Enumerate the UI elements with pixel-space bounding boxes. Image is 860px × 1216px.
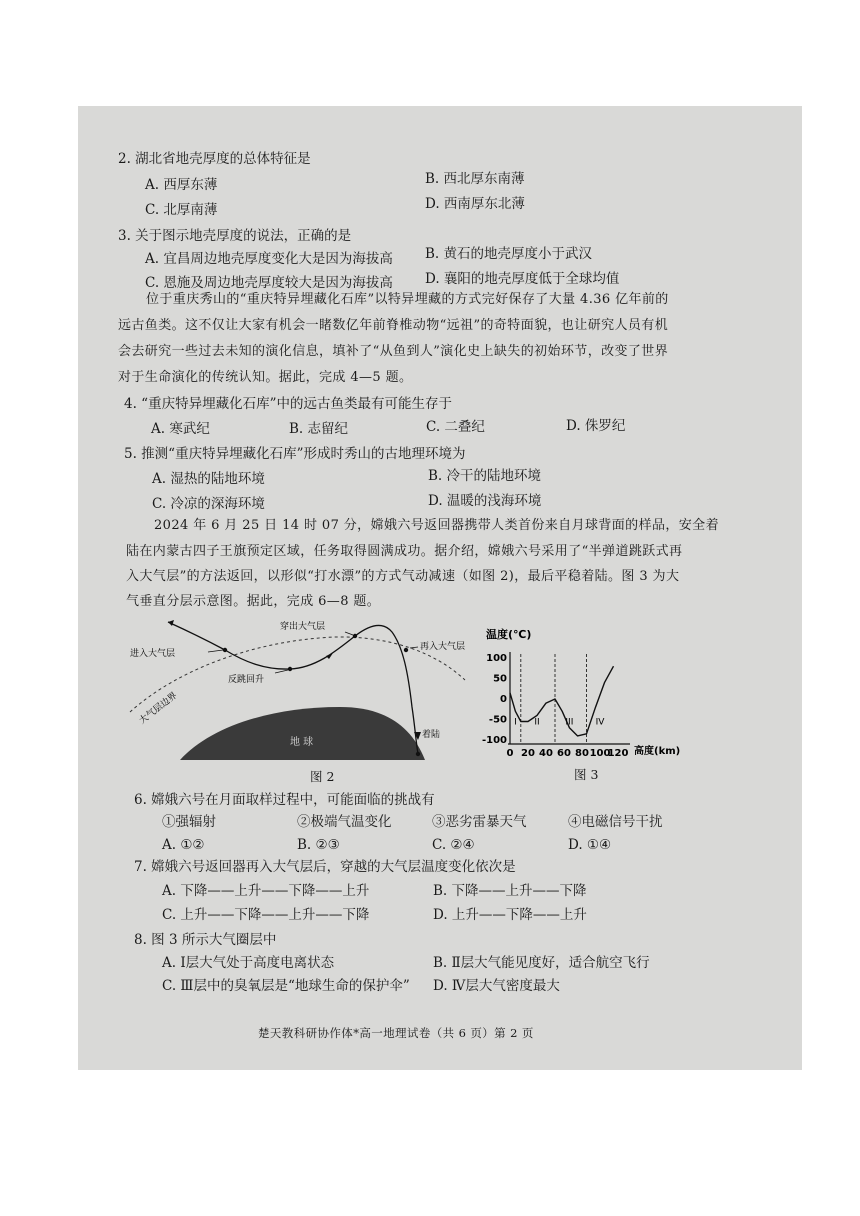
q6-item-4: ④电磁信号干扰 [568, 814, 663, 830]
figure-3-chart [480, 622, 700, 762]
passage1-line: 远古鱼类。这不仅让大家有机会一睹数亿年前脊椎动物“远祖”的奇特面貌，也让研究人员有机 [118, 318, 669, 333]
q6-option-a: A. ①② [162, 837, 205, 853]
x-tick-label: 60 [557, 748, 571, 759]
q8-option-a: A. Ⅰ层大气处于高度电离状态 [162, 955, 335, 971]
q3-option-c: C. 恩施及周边地壳厚度较大是因为海拔高 [145, 275, 393, 291]
point-land [416, 752, 420, 756]
q7-option-c: C. 上升——下降——上升——下降 [162, 907, 370, 923]
q5-option-a: A. 湿热的陆地环境 [152, 471, 265, 487]
point-enter [223, 648, 227, 652]
label-exit: 穿出大气层 [280, 622, 326, 632]
q7-option-d: D. 上升——下降——上升 [433, 907, 587, 923]
figure-2-caption: 图 2 [310, 769, 335, 784]
x-tick-label: 80 [575, 748, 589, 759]
q8-option-b: B. Ⅱ层大气能见度好，适合航空飞行 [433, 955, 650, 971]
q2-option-c: C. 北厚南薄 [145, 202, 218, 218]
q5-option-d: D. 温暖的浅海环境 [428, 493, 542, 509]
y-tick-label: 50 [493, 673, 507, 685]
q6-item-2: ②极端气温变化 [297, 814, 392, 830]
q5-option-b: B. 冷干的陆地环境 [428, 468, 542, 484]
q5-option-c: C. 冷凉的深海环境 [152, 496, 265, 512]
q3-option-a: A. 宜昌周边地壳厚度变化大是因为海拔高 [145, 251, 393, 267]
q3-option-b: B. 黄石的地壳厚度小于武汉 [425, 246, 593, 262]
y-axis-label: 温度(℃) [486, 628, 532, 641]
q3-option-d: D. 襄阳的地壳厚度低于全球均值 [425, 271, 620, 287]
x-tick-label: 0 [506, 748, 514, 759]
y-tick-label: 0 [500, 694, 507, 705]
passage2-line: 2024 年 6 月 25 日 14 时 07 分，嫦娥六号返回器携带人类首份来自月球背面的样品，安全着 [154, 518, 719, 533]
q5-stem: 5. 推测“重庆特异埋藏化石库”形成时秀山的古地理环境为 [124, 446, 466, 462]
figure-3-caption: 图 3 [574, 767, 599, 782]
q6-stem: 6. 嫦娥六号在月面取样过程中，可能面临的挑战有 [134, 792, 435, 808]
passage1-line: 位于重庆秀山的“重庆特异埋藏化石库”以特异埋藏的方式完好保存了大量 4.36 亿年前的 [146, 292, 669, 307]
atmosphere-boundary-line [130, 637, 465, 712]
passage2-line: 陆在内蒙古四子王旗预定区域，任务取得圆满成功。据介绍，嫦娥六号采用了“半弹道跳跃式再 [126, 544, 683, 559]
x-tick-label: 20 [521, 748, 535, 759]
q2-option-d: D. 西南厚东北薄 [425, 196, 525, 212]
x-tick-label: 40 [539, 748, 553, 759]
page-footer: 楚天教科研协作体*高一地理试卷（共 6 页）第 2 页 [258, 1026, 534, 1040]
layer-label: III [565, 717, 574, 728]
q6-item-1: ①强辐射 [162, 814, 216, 830]
label-enter: 进入大气层 [130, 649, 176, 659]
q4-option-c: C. 二叠纪 [426, 419, 485, 435]
q4-option-b: B. 志留纪 [289, 421, 349, 437]
label-earth: 地 球 [290, 737, 314, 748]
q3-stem: 3. 关于图示地壳厚度的说法，正确的是 [118, 228, 352, 244]
label-boundary: 大气层边界 [137, 690, 180, 727]
q4-option-d: D. 侏罗纪 [566, 418, 626, 434]
x-tick-label: 120 [607, 748, 629, 759]
passage2-line: 气垂直分层示意图。据此，完成 6—8 题。 [126, 594, 381, 609]
point-skip [288, 667, 292, 671]
q6-option-c: C. ②④ [432, 837, 475, 853]
q4-option-a: A. 寒武纪 [151, 421, 210, 437]
q6-option-b: B. ②③ [297, 837, 340, 853]
point-reenter [404, 648, 408, 652]
y-tick-label: 100 [486, 653, 507, 664]
layer-label: II [534, 717, 540, 728]
q8-stem: 8. 图 3 所示大气圈层中 [134, 932, 277, 948]
passage1-line: 对于生命演化的传统认知。据此，完成 4—5 题。 [118, 370, 413, 385]
y-tick-label: -50 [488, 714, 507, 726]
passage1-line: 会去研究一些过去未知的演化信息，填补了“从鱼到人”演化史上缺失的初始环节，改变了世界 [118, 344, 669, 359]
point-exit [353, 634, 357, 638]
q8-option-c: C. Ⅲ层中的臭氧层是“地球生命的保护伞” [162, 978, 410, 994]
passage2-line: 入大气层”的方法返回，以形似“打水漂”的方式气动减速（如图 2)，最后平稳着陆。图 3 为大 [126, 569, 680, 584]
x-axis-label: 高度(km) [634, 746, 681, 757]
x-tick-label: 100 [589, 748, 611, 759]
q8-option-d: D. Ⅳ层大气密度最大 [433, 978, 560, 994]
q7-stem: 7. 嫦娥六号返回器再入大气层后，穿越的大气层温度变化依次是 [134, 859, 516, 875]
q6-option-d: D. ①④ [568, 837, 612, 853]
label-reenter: 再入大气层 [420, 642, 466, 652]
y-tick-label: -100 [481, 735, 507, 746]
layer-label: IV [595, 717, 605, 728]
earth-shape [180, 707, 425, 760]
arrow-icon [326, 653, 333, 659]
q4-stem: 4. “重庆特异埋藏化石库”中的远古鱼类最有可能生存于 [124, 396, 452, 412]
q6-item-3: ③恶劣雷暴天气 [432, 814, 527, 830]
label-skip: 反跳回升 [228, 675, 265, 685]
q7-option-a: A. 下降——上升——下降——上升 [162, 883, 370, 899]
label-land: 着陆 [422, 730, 441, 740]
q2-stem: 2. 湖北省地壳厚度的总体特征是 [118, 151, 311, 167]
q7-option-b: B. 下降——上升——下降 [433, 883, 587, 899]
q2-option-b: B. 西北厚东南薄 [425, 171, 525, 187]
figure-2-diagram [120, 612, 480, 772]
layer-label: I [514, 717, 517, 728]
q2-option-a: A. 西厚东薄 [145, 177, 218, 193]
